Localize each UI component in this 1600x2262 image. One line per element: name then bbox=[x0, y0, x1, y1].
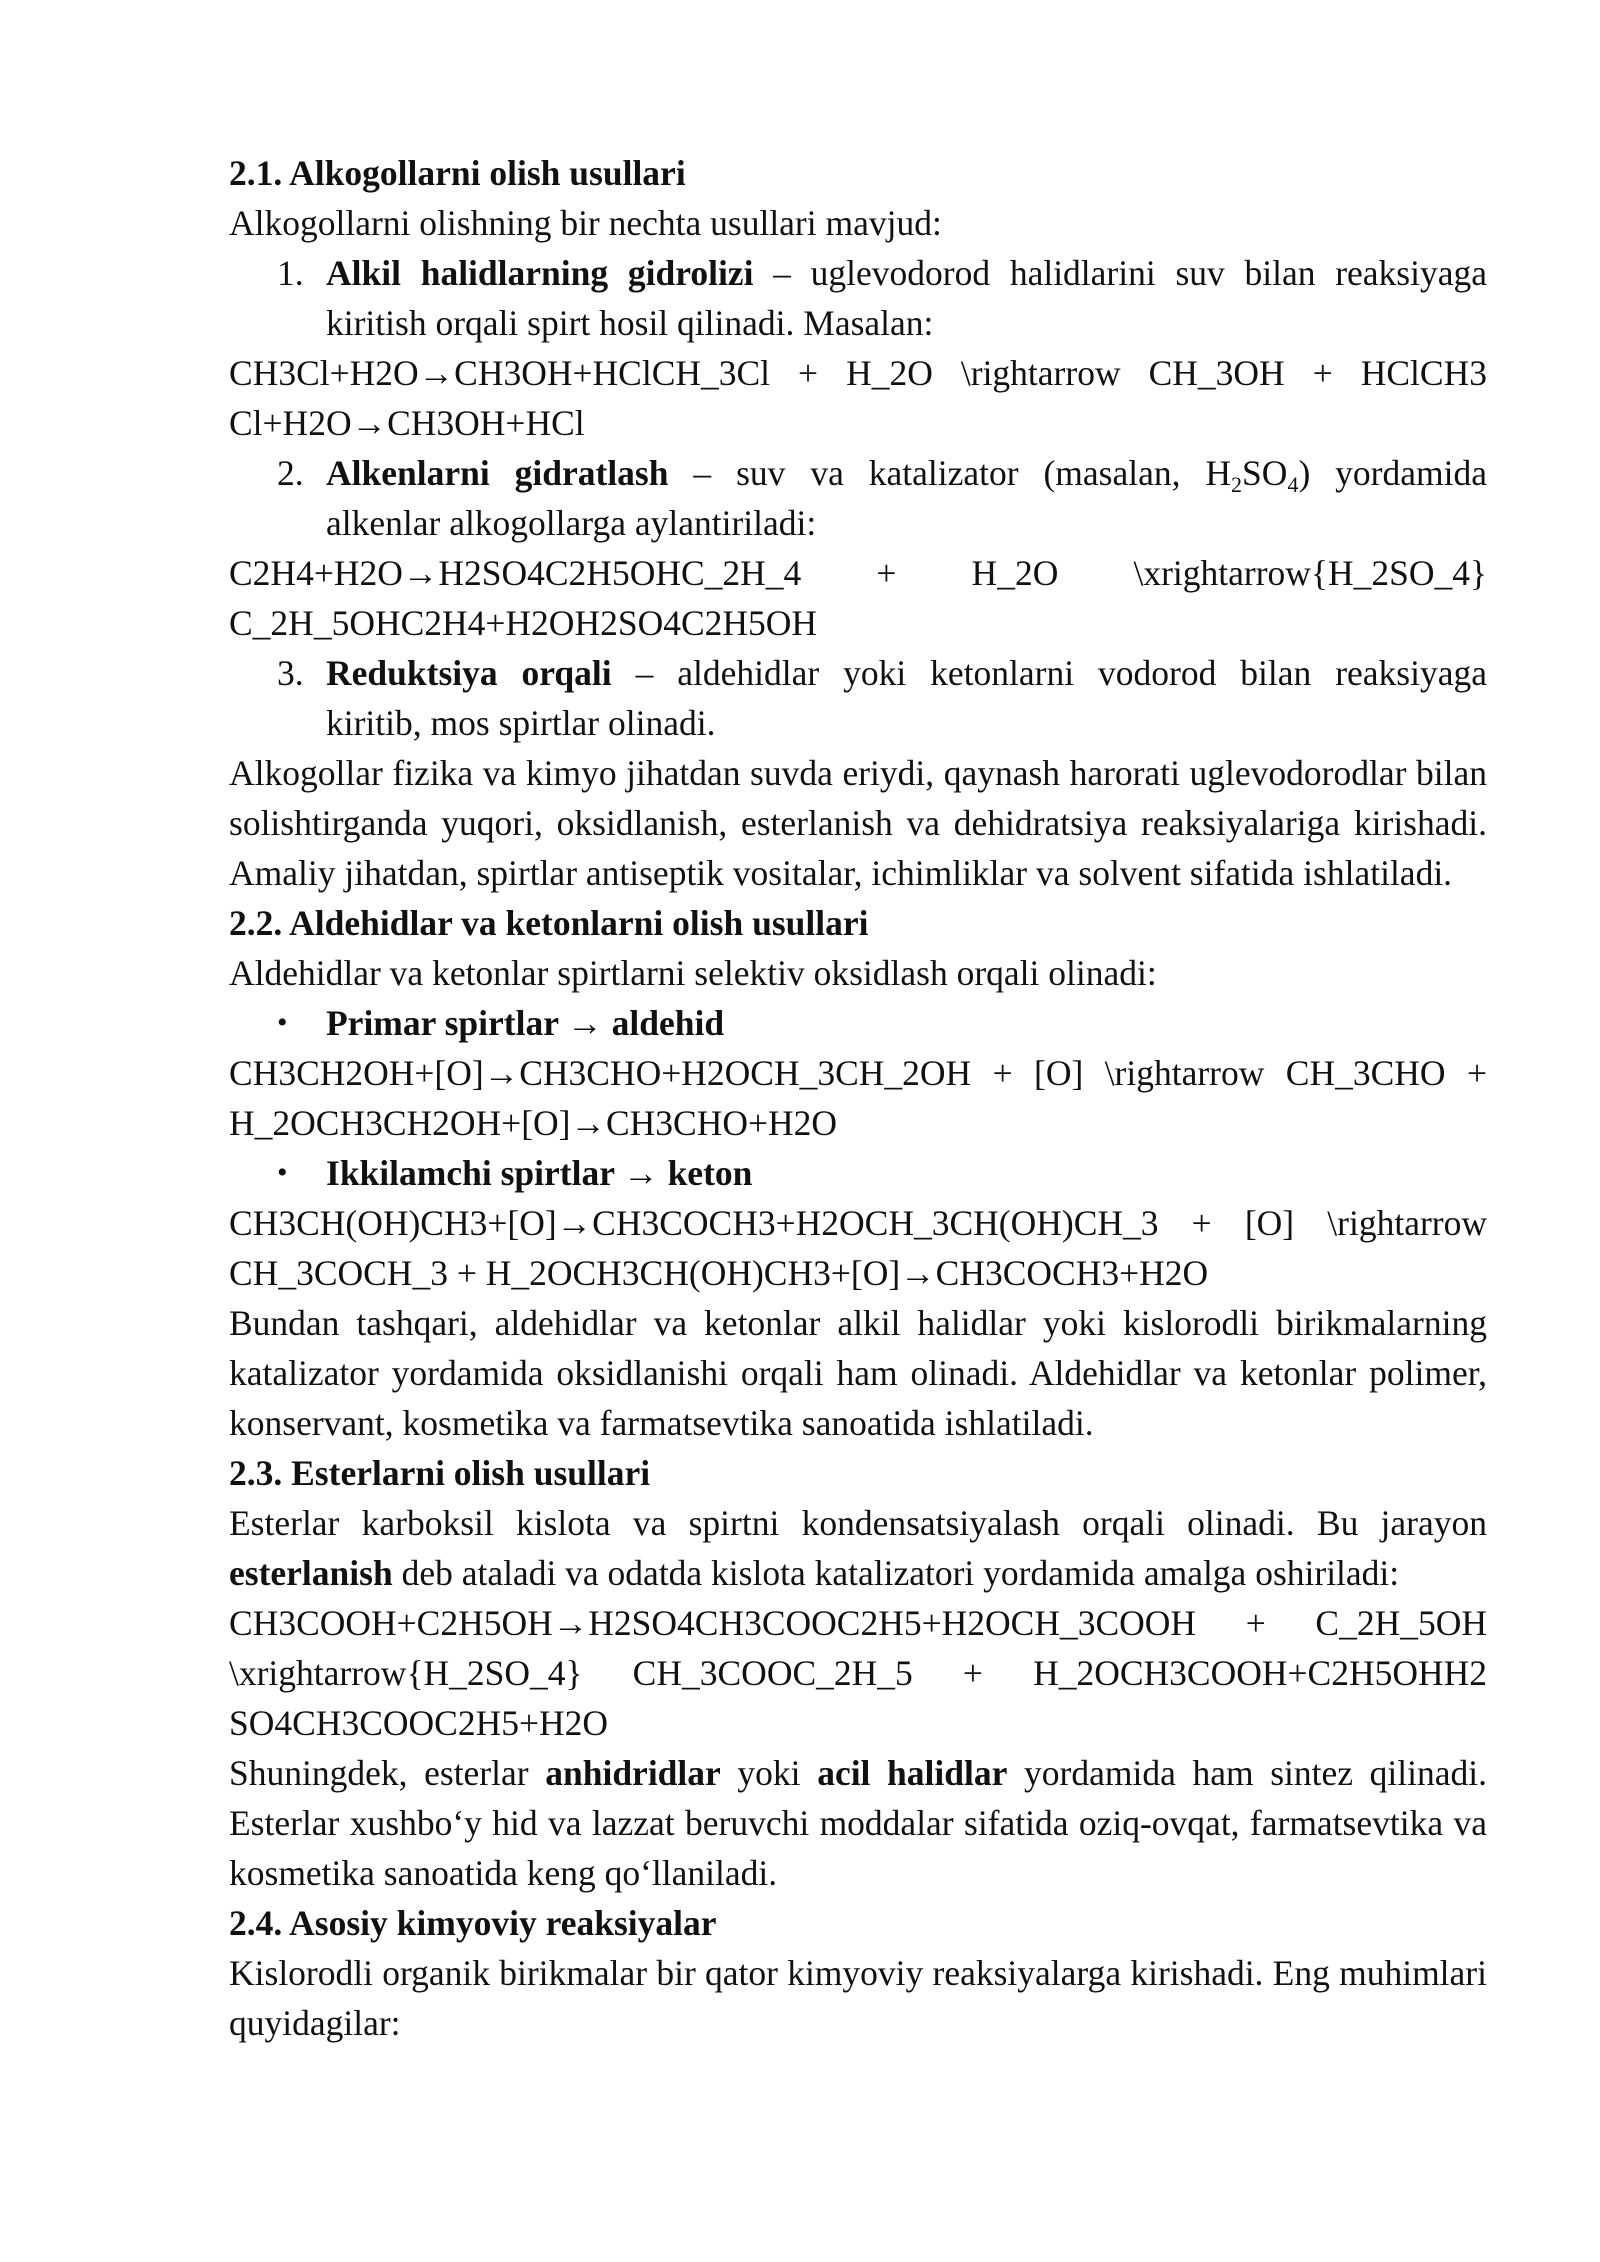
list-item-text: ) yordamida bbox=[1298, 453, 1487, 493]
term-acil-halidlar: acil halidlar bbox=[817, 1753, 1008, 1793]
list-item-2 bbox=[229, 448, 1487, 548]
list-item-1 bbox=[229, 248, 1487, 348]
bullet-item-1 bbox=[229, 998, 1487, 1048]
list-item-text: – uglevodorod halidlarini suv bilan reaksiyaga bbox=[753, 253, 1487, 293]
equation-line: CH_3COCH_3 + H_2OCH3CH(OH)CH3+[O]→CH3COCH3+H2O bbox=[229, 1253, 1209, 1293]
list-item-title: Alkil halidlarning gidrolizi bbox=[326, 253, 754, 293]
section-intro: Alkogollarni olishning bir nechta usullari mavjud: bbox=[229, 203, 942, 243]
subscript: 4 bbox=[1287, 472, 1299, 497]
equation-line: CH3CH2OH+[O]→CH3CHO+H2OCH_3CH_2OH + [O] \rightarrow CH_3CHO + bbox=[229, 1053, 1487, 1093]
section-heading-2-4: 2.4. Asosiy kimyoviy reaksiyalar bbox=[229, 1903, 717, 1943]
equation-line: C2H4+H2O→H2SO4C2H5OHC_2H_4 + H_2O \xrightarrow{H_2SO_4} bbox=[229, 553, 1487, 593]
list-item-text-cont: alkenlar alkogollarga aylantiriladi: bbox=[326, 503, 817, 543]
term-esterlanish: esterlanish bbox=[229, 1553, 393, 1593]
list-item-3 bbox=[229, 648, 1487, 748]
equation-line: CH3Cl+H2O→CH3OH+HClCH_3Cl + H_2O \rightarrow CH_3OH + HClCH3 bbox=[229, 353, 1487, 393]
subscript: 2 bbox=[1231, 472, 1243, 497]
paragraph-text: Esterlar karboksil kislota va spirtni kondensatsiyalash orqali olinadi. Bu jarayon bbox=[229, 1503, 1487, 1543]
list-item-text: – aldehidlar yoki ketonlarni vodorod bilan reaksiyaga bbox=[611, 653, 1487, 693]
section-intro: Aldehidlar va ketonlar spirtlarni selektiv oksidlash orqali olinadi: bbox=[229, 953, 1157, 993]
body-paragraph: Bundan tashqari, aldehidlar va ketonlar alkil halidlar yoki kislorodli birikmalarning katalizator yordamida oksidlanishi orqali ham olinadi. Aldehidlar va ketonlar polimer, konservant, kosmetika va farmatsevtika sanoatida ishlatiladi. bbox=[229, 1303, 1487, 1443]
list-number: 3. bbox=[277, 653, 304, 693]
term-anhidridlar: anhidridlar bbox=[545, 1753, 721, 1793]
list-item-text-cont: kiritish orqali spirt hosil qilinadi. Masalan: bbox=[326, 303, 934, 343]
list-item-title: Reduktsiya orqali bbox=[326, 653, 612, 693]
equation-line: H_2OCH3CH2OH+[O]→CH3CHO+H2O bbox=[229, 1103, 838, 1143]
bullet-text: Ikkilamchi spirtlar → keton bbox=[326, 1153, 753, 1193]
equation-line: CH3CH(OH)CH3+[O]→CH3COCH3+H2OCH_3CH(OH)CH_3 + [O] \rightarrow bbox=[229, 1203, 1487, 1243]
formula-part: SO bbox=[1242, 453, 1288, 493]
list-item-text-cont: kiritib, mos spirtlar olinadi. bbox=[326, 703, 716, 743]
body-paragraph bbox=[229, 1748, 1487, 1898]
equation-line: SO4CH3COOC2H5+H2O bbox=[229, 1703, 609, 1743]
body-paragraph: Kislorodli organik birikmalar bir qator kimyoviy reaksiyalarga kirishadi. Eng muhimlari quyidagilar: bbox=[229, 1953, 1487, 2043]
bullet-item-2 bbox=[229, 1148, 1487, 1198]
section-heading-2-1: 2.1. Alkogollarni olish usullari bbox=[229, 153, 686, 193]
paragraph-text: deb ataladi va odatda kislota katalizatori yordamida amalga oshiriladi: bbox=[392, 1553, 1400, 1593]
document-page bbox=[229, 148, 1487, 2048]
section-heading-2-3: 2.3. Esterlarni olish usullari bbox=[229, 1453, 651, 1493]
list-item-title: Alkenlarni gidratlash bbox=[326, 453, 669, 493]
equation-line: \xrightarrow{H_2SO_4} CH_3COOC_2H_5 + H_2OCH3COOH+C2H5OHH2 bbox=[229, 1653, 1487, 1693]
list-number: 2. bbox=[277, 453, 304, 493]
paragraph-text: yoki bbox=[720, 1753, 818, 1793]
bullet-text: Primar spirtlar → aldehid bbox=[326, 1003, 725, 1043]
body-paragraph bbox=[229, 1498, 1487, 1598]
equation-line: CH3COOH+C2H5OH→H2SO4CH3COOC2H5+H2OCH_3COOH + C_2H_5OH bbox=[229, 1603, 1487, 1643]
list-number: 1. bbox=[277, 253, 304, 293]
equation-line: Cl+H2O→CH3OH+HCl bbox=[229, 403, 585, 443]
bullet-icon: • bbox=[277, 1156, 288, 1189]
list-item-text: – suv va katalizator (masalan, H bbox=[668, 453, 1232, 493]
body-paragraph: Alkogollar fizika va kimyo jihatdan suvda eriydi, qaynash harorati uglevodorodlar bilan solishtirganda yuqori, oksidlanish, esterlanish va dehidratsiya reaksiyalariga kirishadi. Amaliy jihatdan, spirtlar antiseptik vositalar, ichimliklar va solvent sifatida ishlatiladi. bbox=[229, 753, 1487, 893]
section-heading-2-2: 2.2. Aldehidlar va ketonlarni olish usullari bbox=[229, 903, 869, 943]
paragraph-text: Shuningdek, esterlar bbox=[229, 1753, 546, 1793]
paragraph-text: yordamida ham sintez qilinadi. Esterlar xushbo‘y hid va lazzat beruvchi moddalar sifatida oziq-ovqat, farmatsevtika va kosmetika sanoatida keng qo‘llaniladi. bbox=[229, 1753, 1487, 1893]
bullet-icon: • bbox=[277, 1006, 288, 1039]
equation-line: C_2H_5OHC2H4+H2OH2SO4C2H5OH bbox=[229, 603, 818, 643]
